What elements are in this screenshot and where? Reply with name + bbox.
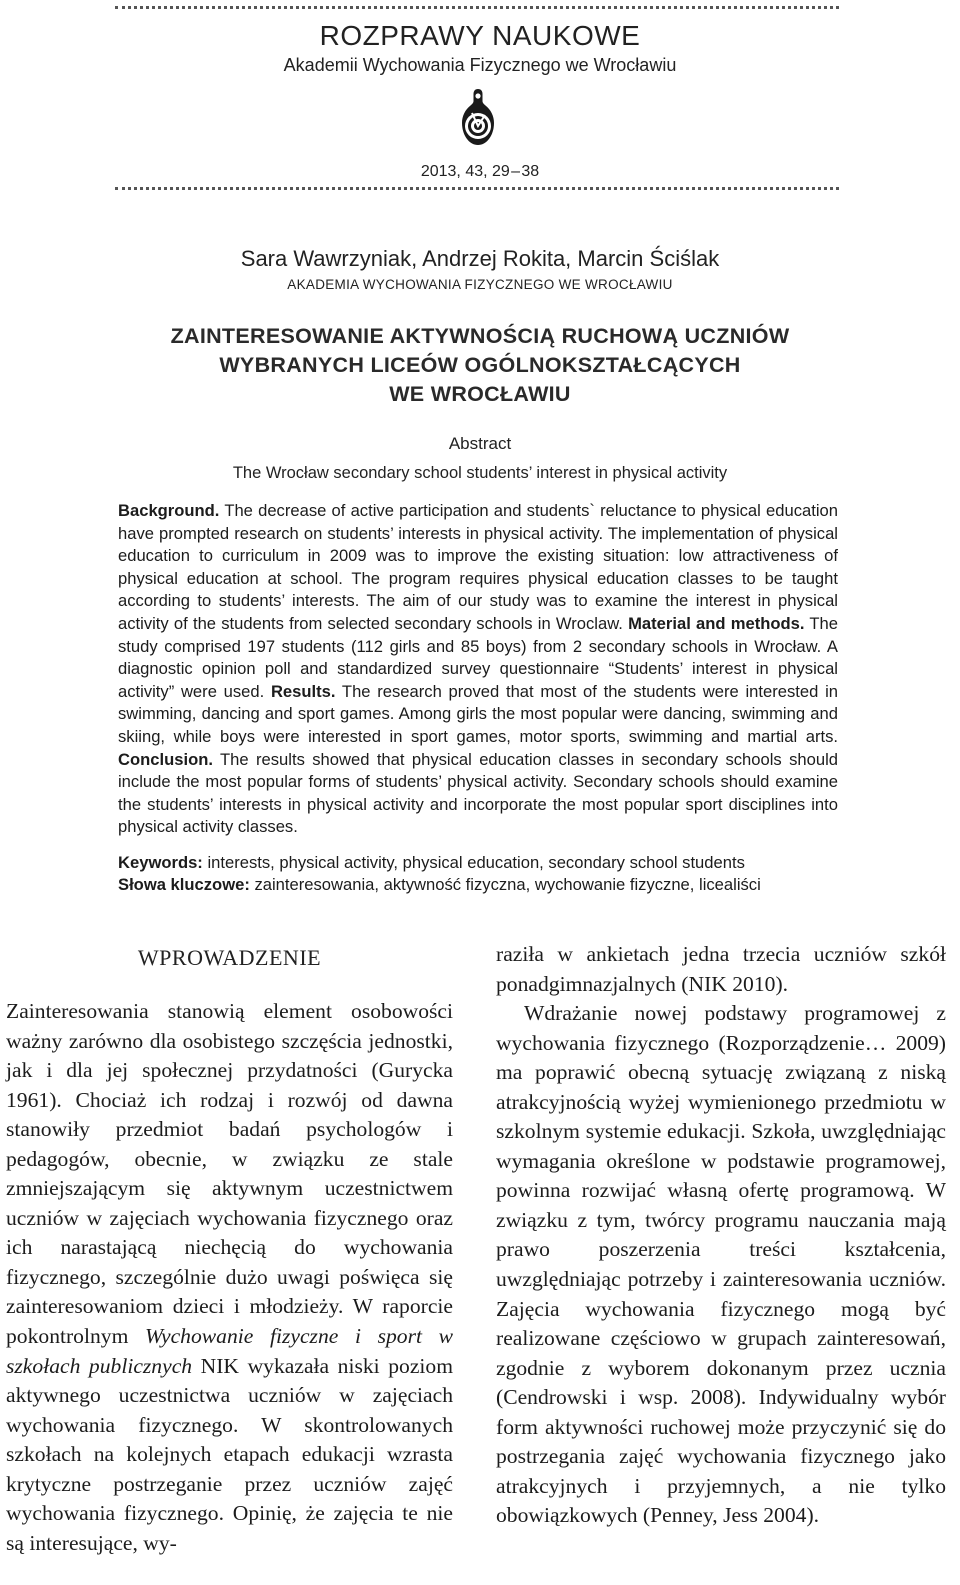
results-label: Results. xyxy=(270,681,336,701)
article-title xyxy=(0,322,960,409)
keywords xyxy=(118,852,878,874)
methods-label: Material and methods. xyxy=(628,613,805,633)
authors: Sara Wawrzyniak, Andrzej Rokita, Marcin Ściślak xyxy=(240,246,720,271)
background-label: Background. xyxy=(118,501,220,520)
right-paragraph-1: raziła w ankietach jedna trzecia uczniów szkół ponadgimnazjalnych (NIK 2010). xyxy=(496,942,946,996)
header-dotted-rule xyxy=(115,187,839,190)
keywords-label: Keywords: xyxy=(118,853,203,872)
journal-logo-icon xyxy=(455,87,501,149)
abstract-label: Abstract xyxy=(448,434,512,453)
article-title-line: WYBRANYCH LICEÓW OGÓLNOKSZTAŁCĄCYCH xyxy=(219,353,741,377)
abstract-body xyxy=(118,500,838,839)
keywords-pl xyxy=(118,874,878,896)
article-title-line: WE WROCŁAWIU xyxy=(389,382,571,406)
affiliation: AKADEMIA WYCHOWANIA FIZYCZNEGO WE WROCŁAWIU xyxy=(287,277,673,292)
journal-title: ROZPRAWY NAUKOWE xyxy=(319,20,641,51)
abstract-title: The Wrocław secondary school students’ interest in physical activity xyxy=(232,464,728,482)
citation: 2013, 43, 29 – 38 xyxy=(420,163,540,180)
background-text: The decrease of active participation and students` reluctance to physical education have prompted research on students’ interests in physical activity. The implementation of physical education to curriculum in 2009 was to improve the existing situation: low attractiveness of physical education at school. The program requires physical education classes to be taught according to students’ interests. The aim of our study was to examine the interest in physical activity of the students from selected secondary schools in Wroclaw. xyxy=(118,501,838,633)
left-p1-text-cont: NIK wykazała niski poziom aktywnego uczestnictwa uczniów w zajęciach wychowania fizycznego. W skontrolowanych szkołach na kolejnych etapach edukacji wzrasta krytyczne postrzeganie przez uczniów zajęć wychowania fizycznego. Opinię, że zajęcia te nie są interesujące, wy- xyxy=(6,1353,454,1555)
conclusion-text: The results showed that physical education classes in secondary schools should include the most popular forms of students’ physical activity. Secondary schools should examine the students’ interests in physical activity and incorporate the most popular sport disciplines into physical activity classes. xyxy=(118,749,838,837)
left-column xyxy=(6,997,453,1558)
keywords-pl-text: zainteresowania, aktywność fizyczna, wychowanie fizyczne, licealiści xyxy=(249,875,761,894)
right-paragraph-2: Wdrażanie nowej podstawy programowej z wychowania fizycznego (Rozporządzenie… 2009) ma poprawić obecną sytuację związaną z niską atrakcyjnością wyżej wymienionego przedmiotu w szkolnym systemie edukacji. Szkoła, uwzględniając wymagania określone w podstawie programowej, powinna rozwijać własną ofertę programową. W związku z tym, twórcy programu nauczania mają prawo poszerzenia treści kształcenia, uwzględniając potrzeby i zainteresowania uczniów. Zajęcia wychowania fizycznego mogą być realizowane częściowo w grupach zainteresowań, zgodnie z wyborem dokonanym przez ucznia (Cendrowski i wsp. 2008). Indywidualny wybór form aktywności ruchowej może przyczynić się do postrzegania zajęć wychowania fizycznego jako atrakcyjnych i przyjemnych, a nie tylko obowiązkowych (Penney, Jess 2004). xyxy=(496,1001,946,1528)
right-column xyxy=(496,940,946,1531)
section-heading: WPROWADZENIE xyxy=(137,945,322,970)
keywords-pl-label: Słowa kluczowe: xyxy=(118,875,250,894)
keywords-text: interests, physical activity, physical education, secondary school students xyxy=(202,853,745,872)
left-paragraph xyxy=(6,997,453,1558)
journal-subtitle: Akademii Wychowania Fizycznego we Wrocławiu xyxy=(283,55,677,75)
report-title: Wychowanie fizyczne i sport w szkołach publicznych xyxy=(6,1324,453,1378)
article-title-line: ZAINTERESOWANIE AKTYWNOŚCIĄ RUCHOWĄ UCZNIÓW xyxy=(170,324,790,348)
results-text: The research proved that most of the students were interested in swimming, dancing and sport games. Among girls the most popular were dancing, swimming and skiing, while boys were interested in sport games, motor sports, swimming and martial arts. xyxy=(118,681,838,746)
conclusion-label: Conclusion. xyxy=(118,749,213,769)
left-p1-text: Zainteresowania stanowią element osobowości ważny zarówno dla osobistego szczęścia jednostki, jak i dla jej społecznej przydatności (Gurycka 1961). Chociaż ich rodzaj i rozwój od dawna stanowiły przedmiot badań psychologów i pedagogów, obecnie, w związku ze stale zmniejszającym się aktywnym uczestnictwem uczniów w zajęciach wychowania fizycznego oraz ich narastającą niechęcią do wychowania fizycznego, szczególnie dużo uwagi poświęca się zainteresowaniom dzieci i młodzieży. W raporcie pokontrolnym xyxy=(6,999,453,1349)
methods-text: The study comprised 197 students (112 girls and 85 boys) from 2 secondary schools in Wrocław. A diagnostic opinion poll and standardized survey questionnaire “Students’ interest in physical activity” were used. xyxy=(118,613,838,701)
top-dotted-rule xyxy=(115,6,839,9)
